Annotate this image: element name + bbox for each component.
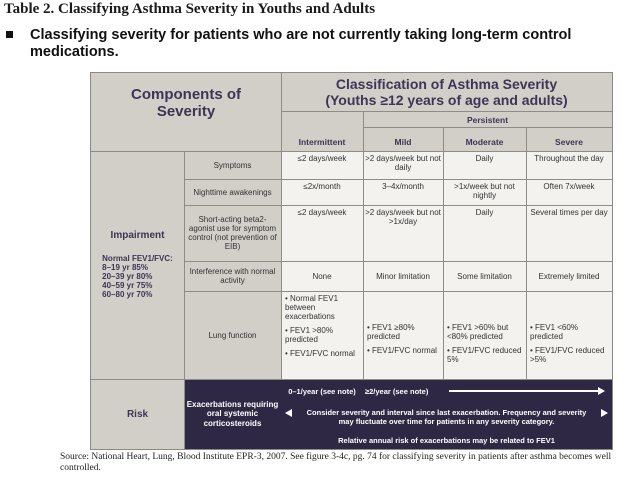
grid-line [184, 151, 185, 379]
exac-consider: Consider severity and interval since last exacerbation. Frequency and severity may fluctuate over time for patients in any severity category. [281, 403, 612, 431]
lung-bullet: • FEV1/FVC reduced 5% [447, 346, 522, 364]
saba-moderate: Daily [443, 205, 526, 261]
grid-line [184, 261, 612, 262]
row-label-saba: Short-acting beta2-agonist use for symptom control (not prevention of EIB) [188, 215, 277, 251]
components-header [91, 73, 281, 133]
components-header-line2: Severity [156, 103, 216, 120]
grid-line [443, 127, 444, 379]
lung-severe [526, 291, 612, 379]
normal-ratio-row: 60–80 yr 70% [102, 290, 153, 299]
normal-ratio-title: Normal FEV1/FVC: [102, 254, 173, 263]
interference-moderate: Some limitation [443, 261, 526, 291]
symptoms-mild: >2 days/week but not daily [363, 151, 443, 179]
source-note: Source: National Heart, Lung, Blood Institute EPR-3, 2007. See figure 3-4c, pg. 74 for classifying severity in patients after asthma becomes well controlled. [60, 452, 612, 473]
lung-bullet: • FEV1 <60% predicted [530, 323, 578, 341]
persistent-arrow-line [449, 390, 599, 392]
exac-relative: Relative annual risk of exacerbations may be related to FEV1 [281, 431, 612, 449]
nighttime-moderate: >1x/week but not nightly [443, 179, 526, 205]
col-mild: Mild [394, 136, 412, 147]
classification-header [281, 73, 612, 111]
exac-intermittent: 0–1/year (see note) [281, 379, 363, 403]
impairment-label: Impairment [110, 230, 165, 241]
grid-line [184, 379, 185, 449]
grid-line [91, 379, 612, 380]
classification-header-line1: Classification of Asthma Severity [335, 76, 558, 92]
components-header-line1: Components of [131, 86, 241, 103]
col-severe: Severe [555, 136, 583, 147]
saba-severe: Several times per day [526, 205, 612, 261]
lung-mild [363, 291, 443, 379]
interference-intermittent: None [281, 261, 363, 291]
col-intermittent: Intermittent [298, 136, 346, 147]
nighttime-mild: 3–4x/month [363, 179, 443, 205]
lung-bullet: • FEV1/FVC reduced >5% [530, 346, 605, 364]
bullet-text: Classifying severity for patients who are not currently taking long-term control medications. [30, 27, 572, 60]
symptoms-intermittent: ≤2 days/week [281, 151, 363, 179]
grid-line [91, 151, 612, 152]
normal-ratio-row: 8–19 yr 85% [102, 263, 148, 272]
symptoms-severe: Throughout the day [526, 151, 612, 179]
interference-severe: Extremely limited [526, 261, 612, 291]
lung-intermittent [281, 291, 363, 379]
exacerbations-label: Exacerbations requiring oral systemic corticosteroids [184, 379, 281, 449]
grid-line [281, 73, 282, 379]
classification-header-line2: (Youths ≥12 years of age and adults) [325, 92, 568, 108]
grid-line [363, 111, 364, 379]
right-arrow-icon [601, 409, 608, 417]
row-label-symptoms: Symptoms [213, 160, 252, 170]
lung-bullet: • FEV1 >80% predicted [285, 326, 333, 344]
lung-bullet: • Normal FEV1 between exacerbations [285, 294, 339, 321]
lung-bullet: • FEV1 >60% but <80% predicted [447, 323, 509, 341]
col-moderate: Moderate [465, 136, 504, 147]
grid-line [184, 205, 612, 206]
grid-line [184, 291, 612, 292]
row-label-interference: Interference with normal activity [189, 267, 276, 285]
interference-mild: Minor limitation [363, 261, 443, 291]
nighttime-intermittent: ≤2x/month [281, 179, 363, 205]
normal-ratio-row: 40–59 yr 75% [102, 281, 153, 290]
row-label-lung-function: Lung function [208, 330, 257, 340]
persistent-header: Persistent [466, 114, 509, 125]
nighttime-severe: Often 7x/week [526, 179, 612, 205]
normal-ratio-row: 20–39 yr 80% [102, 272, 153, 281]
lung-bullet: • FEV1/FVC normal [285, 349, 355, 358]
grid-line [526, 127, 527, 379]
left-arrow-icon [285, 409, 292, 417]
saba-intermittent: ≤2 days/week [281, 205, 363, 261]
grid-line [281, 111, 612, 112]
lung-bullet: • FEV1 ≥80% predicted [367, 323, 415, 341]
grid-line [184, 179, 612, 180]
risk-label: Risk [126, 408, 149, 420]
symptoms-moderate: Daily [443, 151, 526, 179]
normal-ratios [102, 254, 173, 299]
row-label-nighttime: Nighttime awakenings [193, 187, 272, 197]
saba-mild: >2 days/week but not >1x/day [363, 205, 443, 261]
exac-persistent-text: ≥2/year (see note) [365, 387, 431, 396]
lung-bullet: • FEV1/FVC normal [367, 346, 437, 355]
right-arrow-icon [598, 387, 605, 395]
lung-moderate [443, 291, 526, 379]
asthma-severity-table [90, 72, 613, 450]
impairment-panel [91, 151, 184, 379]
grid-line [363, 127, 612, 128]
document-title: Table 2. Classifying Asthma Severity in Youths and Adults [4, 1, 376, 17]
square-bullet-icon [6, 31, 13, 38]
